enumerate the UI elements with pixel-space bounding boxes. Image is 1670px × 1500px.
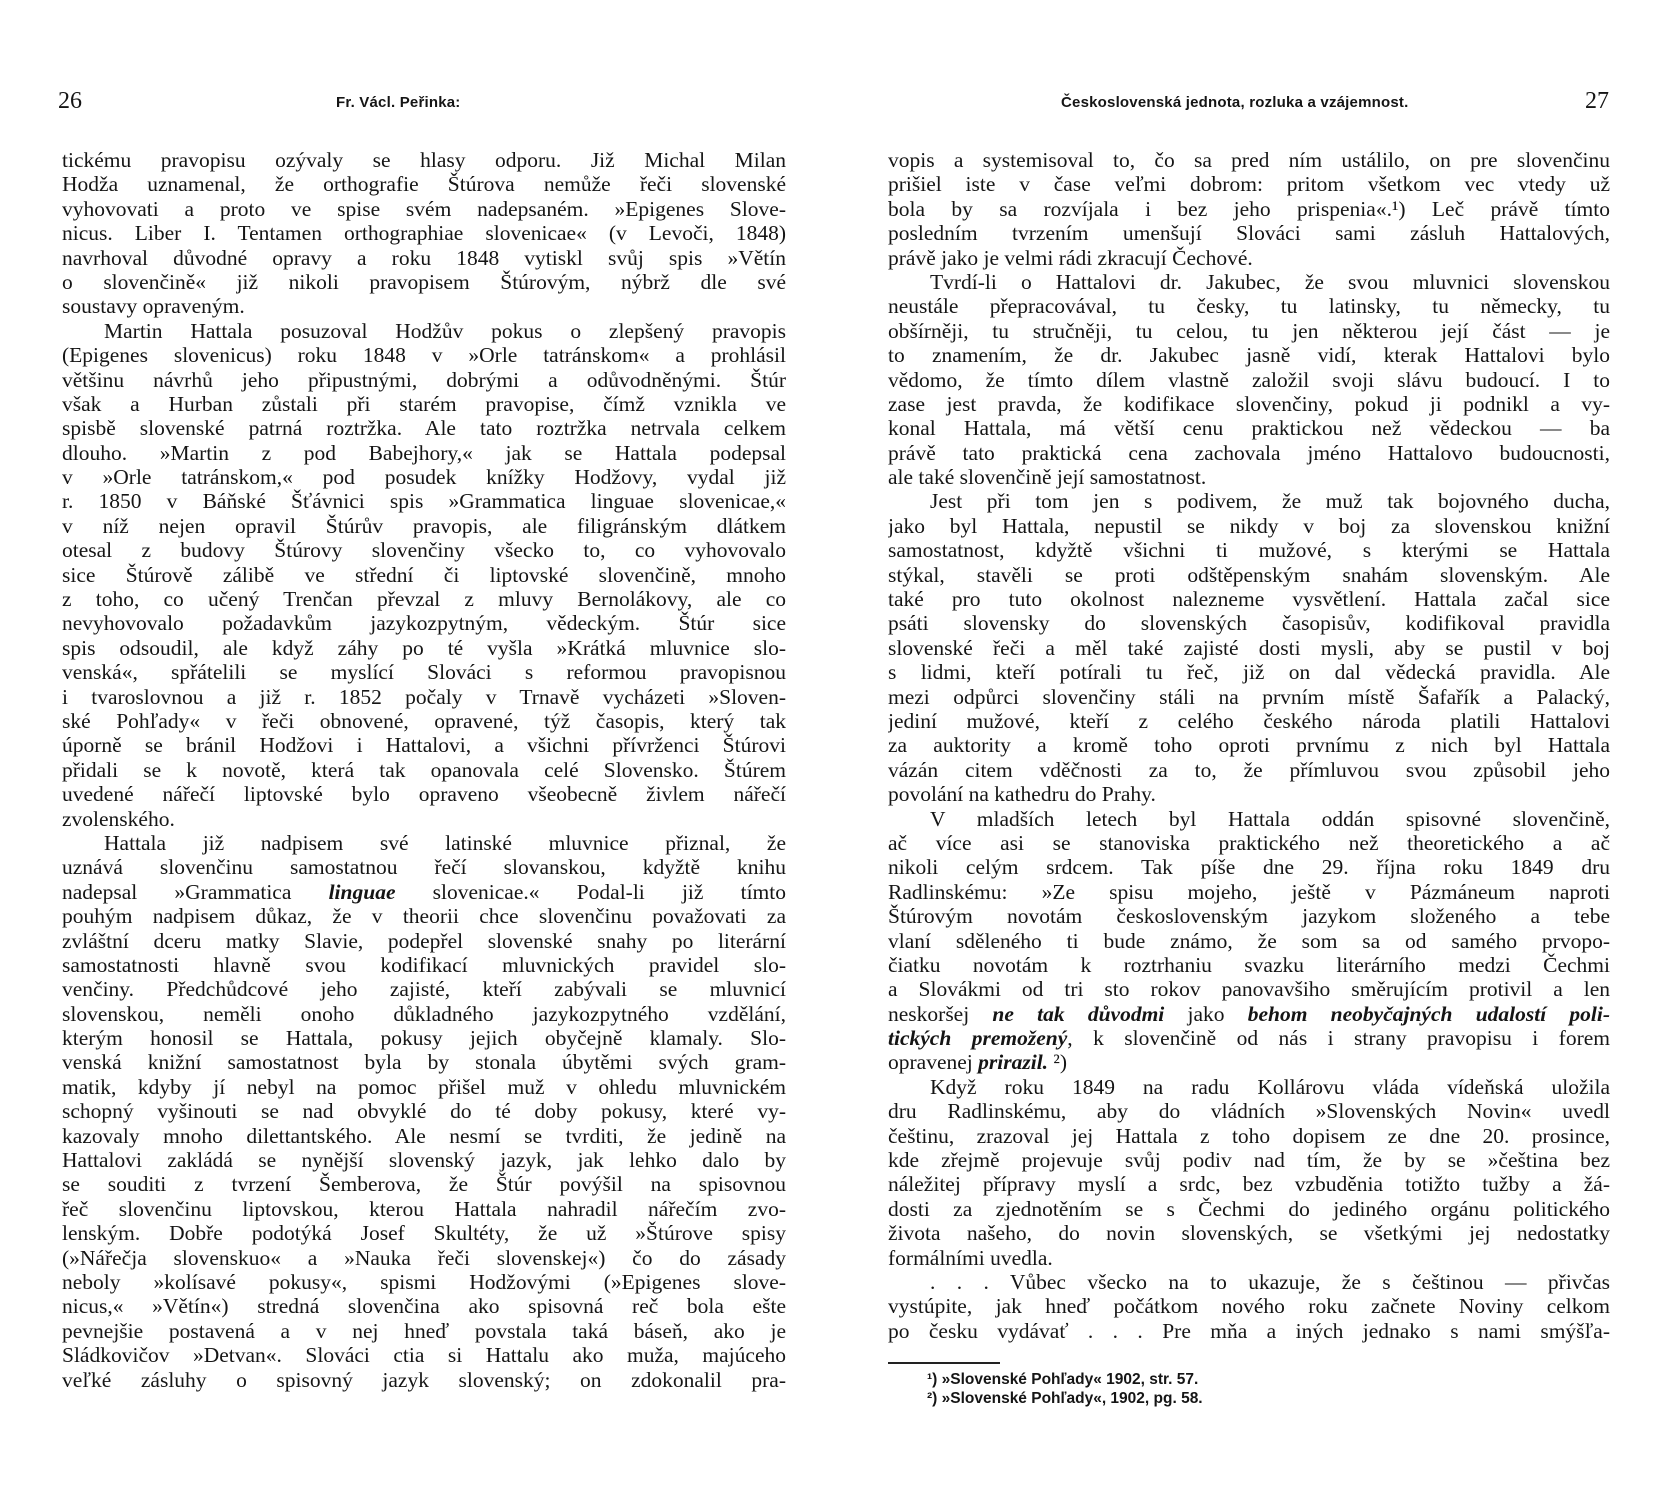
text-line: neustále přepracovával, tu česky, tu latinsky, tu německy, tu bbox=[888, 294, 1610, 319]
text-line: úporně se bránil Hodžovi i Hattalovi, a všichni přívrženci Štúrovi bbox=[62, 733, 786, 758]
footnote: ¹) »Slovenské Pohľady« 1902, str. 57. bbox=[927, 1371, 1199, 1388]
text-line: se souditi z tvrzení Šemberova, že Štúr povýšil na spisovnou bbox=[62, 1172, 786, 1197]
paragraph bbox=[62, 831, 786, 1392]
text-line: zvláštní dceru matky Slavie, podepřel slovenské snahy po literární bbox=[62, 928, 786, 953]
text-segment: nadepsal »Grammatica bbox=[62, 879, 329, 904]
text-line: Hodža uznamenal, že orthografie Štúrova nemůže řeči slovenské bbox=[62, 172, 786, 197]
text-line: také pro tuto okolnost nalezneme vysvětlení. Hattala začal sice bbox=[888, 587, 1610, 612]
text-line: vázán citem vděčnosti za to, že přímluvou svou způsobil jeho bbox=[888, 757, 1610, 782]
text-line: o slovenčině« již nikoli pravopisem Štúrovým, nýbrž dle své bbox=[62, 269, 786, 294]
text-line: češtinu, zrazoval jej Hattala z toho dopisem ze dne 20. prosince, bbox=[888, 1123, 1610, 1148]
paragraph bbox=[888, 148, 1610, 270]
text-line: za auktority a kromě toho oproti prvnímu z nich byl Hattala bbox=[888, 733, 1610, 758]
text-line: samostatnosti hlavně svou kodifikací mluvnických pravidel slo- bbox=[62, 952, 786, 977]
italic-text: ne tak důvodmi bbox=[992, 1001, 1165, 1026]
text-line: venská knižní samostatnost byla by stonala úbytěmi svých gram- bbox=[62, 1050, 786, 1075]
paragraph bbox=[62, 148, 786, 319]
text-line: nicus,« »Větín«) stredná slovenčina ako spisovná reč bola ešte bbox=[62, 1294, 786, 1319]
text-line: lenským. Dobře podotýká Josef Skultéty, že už »Štúrove spisy bbox=[62, 1221, 786, 1246]
text-line: uznává slovenčinu samostatnou řečí slovanskou, kdyžtě knihu bbox=[62, 855, 786, 880]
text-line: soustavy opraveným. bbox=[62, 294, 245, 319]
text-line: vystúpite, jak hneď počátkom nového roku začnete Noviny celkom bbox=[888, 1294, 1610, 1319]
text-line: ač více asi se stanoviska praktického než theoretického a ač bbox=[888, 830, 1610, 855]
italic-text: linguae bbox=[328, 879, 396, 904]
text-line: zase jest pravda, že kodifikace slovenčiny, pokud ji podnikl a vy- bbox=[888, 391, 1610, 416]
text-line: vědomo, že tímto dílem vlastně založil svoji slávu budoucí. I to bbox=[888, 367, 1610, 392]
right-page bbox=[835, 0, 1670, 1500]
text-line: Hattalovi zakládá se nynější slovenský jazyk, jak lehko dalo by bbox=[62, 1148, 786, 1173]
text-line: slovenskou, neměli onoho důkladného jazykozpytného vzdělání, bbox=[62, 1001, 786, 1026]
text-line: kterým honosil se Hattala, pokusy jejich obyčejně klamaly. Slo- bbox=[62, 1026, 786, 1051]
text-line: prišiel iste v čase veľmi dobrom: pritom všetkom vec vtedy už bbox=[888, 172, 1610, 197]
text-line: samostatnost, kdyžtě všichni ti mužové, s kterými se Hattala bbox=[888, 538, 1610, 563]
text-line: (Epigenes slovenicus) roku 1848 v »Orle tatránskom« a prohlásil bbox=[62, 343, 786, 368]
text-line: psáti slovensky do slovenských časopisův, kodifikoval pravidla bbox=[888, 611, 1610, 636]
text-line: neboly »kolísavé pokusy«, spismi Hodžovými (»Epigenes slove- bbox=[62, 1269, 786, 1294]
paragraph bbox=[888, 489, 1610, 806]
text-line: z toho, co učený Trenčan převzal z mluvy Bernolákovy, ale co bbox=[62, 587, 786, 612]
text-line: Štúrovým novotám československým jazykom složeného a tebe bbox=[888, 904, 1610, 929]
text-line: dosti za zjednotěním se s Čechmi do jediného orgánu politického bbox=[888, 1196, 1610, 1221]
paragraph bbox=[888, 270, 1610, 490]
text-segment: opravenej bbox=[888, 1050, 979, 1075]
text-line: Tvrdí-li o Hattalovi dr. Jakubec, že svou mluvnici slovenskou bbox=[930, 269, 1610, 294]
text-line: právě tato praktická cena zachovala jméno Hattalovo budoucnosti, bbox=[888, 440, 1610, 465]
text-line: života našeho, do novin slovenských, se všetkými jej nedostatky bbox=[888, 1221, 1610, 1246]
text-line: nicus. Liber I. Tentamen orthographiae slovenicae« (v Levoči, 1848) bbox=[62, 221, 786, 246]
text-line: obšírněji, tu stručněji, tu celou, tu jen některou její část — je bbox=[888, 318, 1610, 343]
page-body bbox=[62, 148, 786, 1392]
text-line: ale také slovenčině její samostatnost. bbox=[888, 465, 1207, 490]
text-line: právě jako je velmi rádi zkracují Čechové. bbox=[888, 245, 1253, 270]
paragraph bbox=[888, 1270, 1610, 1343]
paragraph bbox=[888, 1075, 1610, 1270]
text-line: slovenské řeči a měl také zajisté dosti mysli, aby se pustil v boj bbox=[888, 635, 1610, 660]
text-line: navrhoval důvodné opravy a roku 1848 vytiskl svůj spis »Větín bbox=[62, 245, 786, 270]
text-line: dlouho. »Martin z pod Babejhory,« jak se Hattala podepsal bbox=[62, 440, 786, 465]
text-segment: ²) bbox=[1048, 1050, 1068, 1075]
text-line bbox=[888, 1026, 1610, 1050]
text-line: vopis a systemisoval to, čo sa pred ním ustálilo, on pre slovenčinu bbox=[888, 148, 1610, 172]
text-line: spis odsoudil, ale když záhy po té vyšla »Krátká mluvnice slo- bbox=[62, 635, 786, 660]
text-line: tickému pravopisu ozývaly se hlasy odporu. Již Michal Milan bbox=[62, 148, 786, 172]
text-line: a Slovákmi od tri sto rokov panovavšiho směrujícím protivil a len bbox=[888, 977, 1610, 1002]
text-segment: jako bbox=[1164, 1001, 1248, 1026]
text-line: kde zřejmě projevuje svůj podiv nad tím, že by se »čeština bez bbox=[888, 1148, 1610, 1173]
text-line: r. 1850 v Báňské Šťávnici spis »Grammatica linguae slovenicae,« bbox=[62, 489, 786, 514]
italic-text: prirazil. bbox=[978, 1050, 1049, 1075]
italic-text: behom neobyčajných udalostí poli- bbox=[1247, 1001, 1610, 1026]
text-line: čiatku novotám k roztrhaniu svazku literárního medzi Čechmi bbox=[888, 952, 1610, 977]
text-line: pouhým nadpisem důkaz, že v theorii chce slovenčinu považovati za bbox=[62, 904, 786, 929]
text-segment: slovenicae.« Podal-li již tímto bbox=[395, 879, 786, 904]
text-line: schopný vyšinouti se nad obvyklé do té doby pokusy, které vy- bbox=[62, 1099, 786, 1124]
running-head: Československá jednota, rozluka a vzájemnost. bbox=[1061, 94, 1409, 111]
text-line: většinu návrhů jeho připustnými, dobrými a odůvodněnými. Štúr bbox=[62, 367, 786, 392]
text-line: náležitej přípravy myslí a srdc, bez vzbuděnia totižto tužby a žá- bbox=[888, 1172, 1610, 1197]
text-segment: , k slovenčině od nás i strany pravopisu i forem bbox=[1067, 1026, 1610, 1051]
running-head: Fr. Václ. Peřinka: bbox=[336, 94, 461, 111]
text-line: řeč slovenčinu liptovskou, kterou Hattala nahradil nářečím zvo- bbox=[62, 1196, 786, 1221]
paragraph bbox=[62, 319, 786, 831]
text-line: formálními uvedla. bbox=[888, 1245, 1053, 1270]
text-line: dru Radlinskému, aby do vládních »Slovenských Novin« uvedl bbox=[888, 1099, 1610, 1124]
text-line: Když roku 1849 na radu Kollárovu vláda vídeňská uložila bbox=[930, 1074, 1610, 1099]
text-line: stýkal, stavěli se proti odštěpenským snahám slovenským. Ale bbox=[888, 562, 1610, 587]
text-line bbox=[62, 880, 786, 904]
page-number: 27 bbox=[1585, 88, 1609, 114]
text-line: s lidmi, kteří potírali tu řeč, již on dal vědecká pravidla. Ale bbox=[888, 660, 1610, 685]
page-number: 26 bbox=[58, 88, 82, 114]
text-line: povolání na kathedru do Prahy. bbox=[888, 782, 1156, 807]
text-line: veľké zásluhy o spisovný jazyk slovenský; on zdokonalil pra- bbox=[62, 1367, 786, 1392]
text-line: pevnejšie postavená a v nej hneď povstala taká báseň, ako je bbox=[62, 1318, 786, 1343]
text-line: po česku vydávať . . . Pre mňa a iných jednako s nami smýšľa- bbox=[888, 1318, 1610, 1343]
text-line: jediní mužové, kteří z celého českého národa platili Hattalovi bbox=[888, 708, 1610, 733]
footnote: ²) »Slovenské Pohľady«, 1902, pg. 58. bbox=[927, 1390, 1203, 1407]
text-line: venčiny. Předchůdcové jeho zajisté, kteří zabývali se mluvnicí bbox=[62, 977, 786, 1002]
text-line: vlaní sděleného ti bude známo, že som sa od samého prvopo- bbox=[888, 928, 1610, 953]
text-line: mezi odpůrci slovenčiny stáli na prvním místě Šafařík a Palacký, bbox=[888, 684, 1610, 709]
text-line: nikoli celým srdcem. Tak píše dne 29. října roku 1849 dru bbox=[888, 855, 1610, 880]
text-line: V mladších letech byl Hattala oddán spisovné slovenčině, bbox=[930, 806, 1610, 831]
text-line: Hattala již nadpisem své latinské mluvnice přiznal, že bbox=[104, 830, 786, 855]
text-line: vyhovovati a proto ve spise svém nadepsaném. »Epigenes Slove- bbox=[62, 196, 786, 221]
footnote-divider bbox=[888, 1362, 1000, 1364]
text-line: matik, kdyby jí nebyl na pomoc přišel muž v ohledu mluvnickém bbox=[62, 1074, 786, 1099]
text-line bbox=[888, 1002, 1610, 1026]
text-line: (»Nářečja slovenskuo« a »Nauka řeči slovenskej«) čo do zásady bbox=[62, 1245, 786, 1270]
text-line: Jest při tom jen s podivem, že muž tak bojovného ducha, bbox=[930, 489, 1610, 514]
text-line: . . . Vůbec všecko na to ukazuje, že s češtinou — přivčas bbox=[930, 1269, 1610, 1294]
text-line: posledním tvrzením umenšují Slováci sami zásluh Hattalových, bbox=[888, 221, 1610, 246]
italic-text: tických premožený bbox=[888, 1026, 1068, 1051]
text-segment: neskoršej bbox=[888, 1001, 993, 1026]
text-line: Radlinskému: »Ze spisu mojeho, ještě v Pázmáneum naproti bbox=[888, 879, 1610, 904]
text-line: spisbě slovenské patrná roztržka. Ale tato roztržka netrvala celkem bbox=[62, 416, 786, 441]
text-line: ské Pohľady« v řeči obnovené, opravené, týž časopis, který tak bbox=[62, 708, 786, 733]
text-line: to znamením, že dr. Jakubec jasně vidí, kterak Hattalovi bylo bbox=[888, 343, 1610, 368]
text-line: kazovaly mnoho dilettantského. Ale nesmí se tvrditi, že jedině na bbox=[62, 1123, 786, 1148]
text-line: přidali se k novotě, která tak opanovala celé Slovensko. Štúrem bbox=[62, 757, 786, 782]
text-line: sice Štúrově zálibě ve střední či liptovské slovenčině, mnoho bbox=[62, 562, 786, 587]
text-line: jako byl Hattala, nepustil se nikdy v boj za slovenskou knižní bbox=[888, 513, 1610, 538]
text-line: Sládkovičov »Detvan«. Slováci ctia si Hattalu ako muža, majúceho bbox=[62, 1343, 786, 1368]
text-line: v níž nejen opravil Štúrův pravopis, ale filigránským dlátkem bbox=[62, 513, 786, 538]
text-line: venská«, spřátelili se myslící Slováci s reformou pravopisnou bbox=[62, 660, 786, 685]
text-line: Martin Hattala posuzoval Hodžův pokus o zlepšený pravopis bbox=[104, 318, 786, 343]
footnotes bbox=[927, 1370, 1203, 1408]
text-line: konal Hattala, má větší cenu praktickou než vědeckou — ba bbox=[888, 416, 1610, 441]
paragraph bbox=[888, 807, 1610, 1075]
text-line: uvedené nářečí liptovské bylo opraveno všeobecně živlem nářečí bbox=[62, 782, 786, 807]
text-line bbox=[888, 1050, 1610, 1074]
text-line: bola by sa rozvíjala i bez jeho prispenia«.¹) Leč právě tímto bbox=[888, 196, 1610, 221]
text-line: však a Hurban zůstali při starém pravopise, čímž vznikla ve bbox=[62, 391, 786, 416]
text-line: zvolenského. bbox=[62, 806, 175, 831]
page-body bbox=[888, 148, 1610, 1343]
text-line: nevyhovovalo požadavkům jazykozpytným, vědeckým. Štúr sice bbox=[62, 611, 786, 636]
text-line: i tvaroslovnou a již r. 1852 počaly v Trnavě vycházeti »Sloven- bbox=[62, 684, 786, 709]
text-line: v »Orle tatránskom,« pod posudek knížky Hodžovy, vydal již bbox=[62, 465, 786, 490]
text-line: otesal z budovy Štúrovy slovenčiny všecko to, co vyhovovalo bbox=[62, 538, 786, 563]
